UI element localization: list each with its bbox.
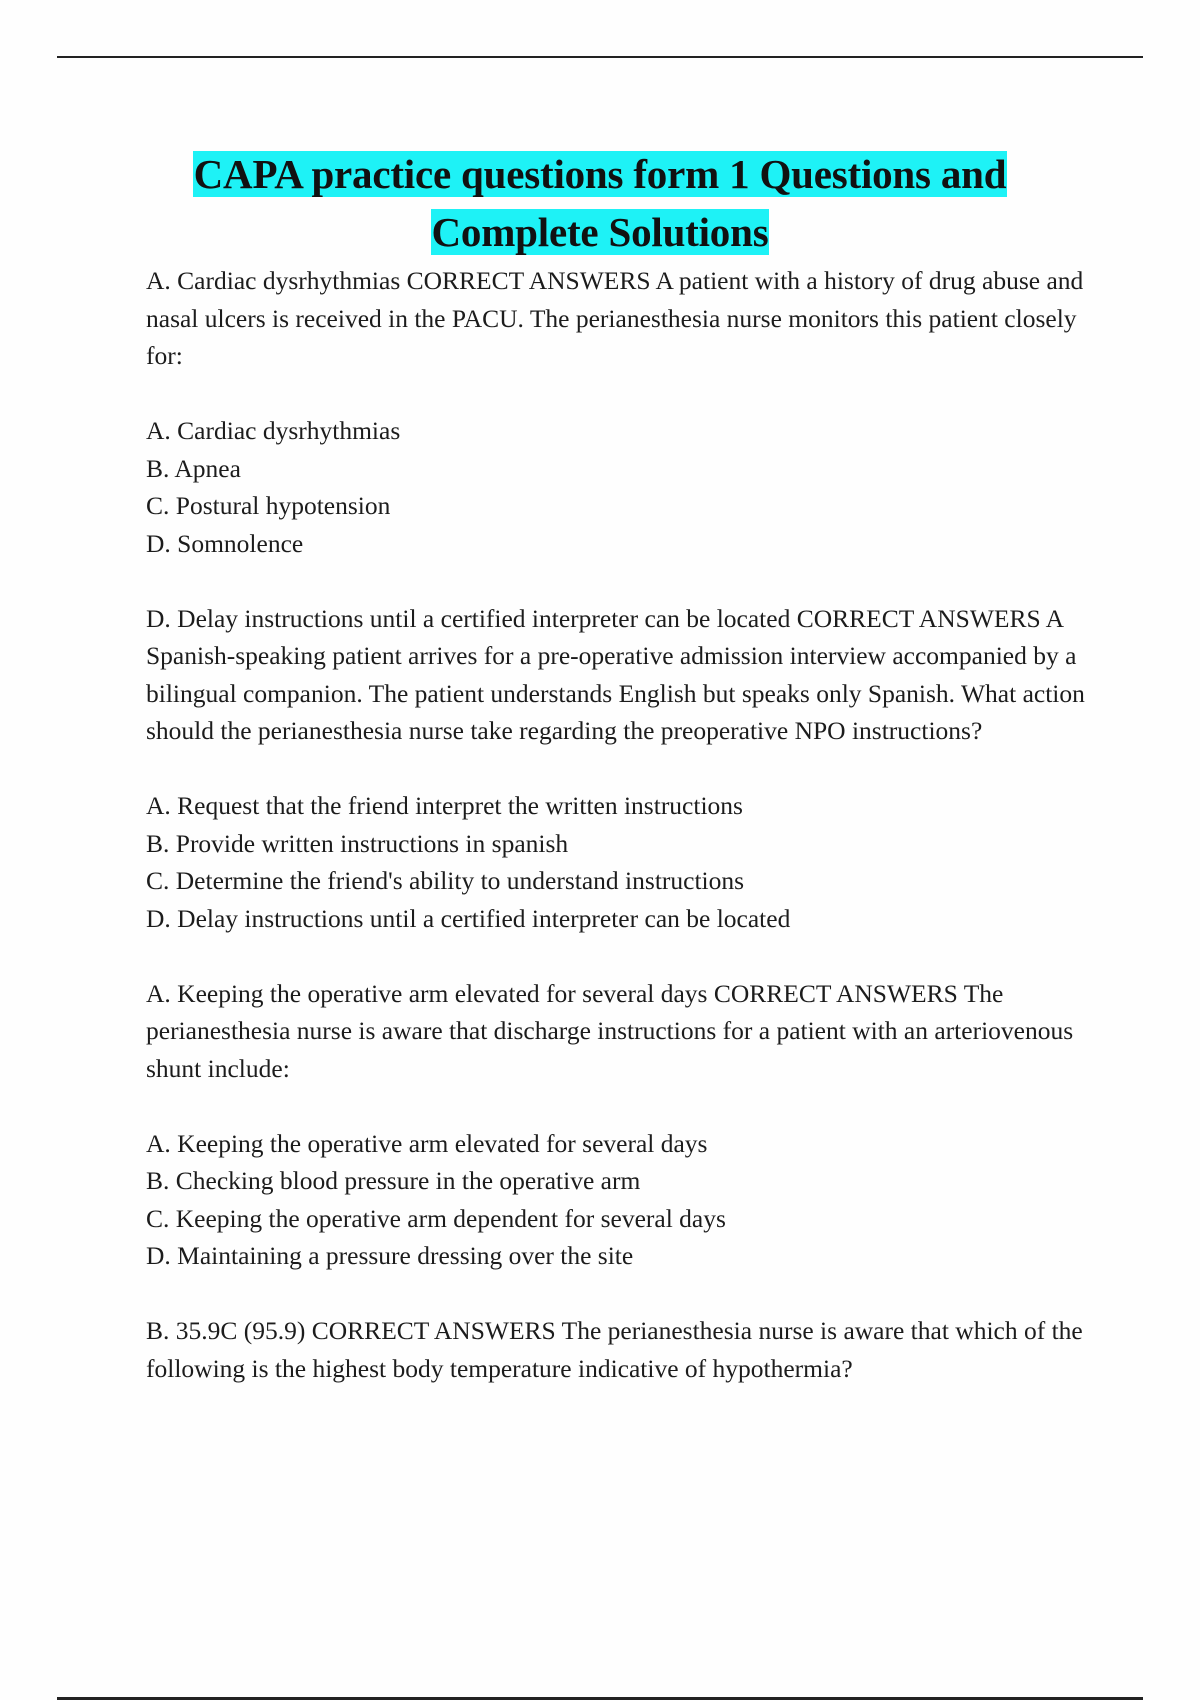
option-d: D. Maintaining a pressure dressing over the site — [146, 1241, 634, 1270]
title-line-2: Complete Solutions — [431, 209, 769, 255]
question-1 — [146, 262, 1096, 562]
option-b: B. Checking blood pressure in the operative arm — [146, 1166, 641, 1195]
option-d: D. Delay instructions until a certified interpreter can be located — [146, 903, 791, 933]
question-4 — [146, 1312, 1096, 1387]
title-line-1: CAPA practice questions form 1 Questions and — [193, 151, 1007, 197]
question-3 — [146, 975, 1096, 1275]
question-2 — [146, 600, 1096, 938]
option-c: C. Postural hypotension — [146, 491, 391, 520]
question-stem: D. Delay instructions until a certified interpreter can be located CORRECT ANSWERS A Spanish-speaking patient arrives for a pre-operative admission interview accompanied by a bilingual companion. The patient understands English but speaks only Spanish. What action should the perianesthesia nurse take regarding the preoperative NPO instructions? — [146, 603, 1085, 745]
option-b: B. Apnea — [146, 453, 241, 483]
header-rule — [57, 56, 1143, 58]
question-stem: A. Keeping the operative arm elevated for several days CORRECT ANSWERS The perianesthesia nurse is aware that discharge instructions for a patient with an arteriovenous shunt include: — [146, 978, 1074, 1083]
option-d: D. Somnolence — [146, 528, 304, 558]
option-c: C. Keeping the operative arm dependent for several days — [146, 1203, 726, 1233]
option-a: A. Keeping the operative arm elevated for several days — [146, 1128, 708, 1158]
answer-options — [146, 412, 1096, 562]
page-title — [0, 145, 1200, 261]
document-body — [146, 262, 1096, 1425]
question-stem: A. Cardiac dysrhythmias CORRECT ANSWERS A patient with a history of drug abuse and nasal ulcers is received in the PACU. The perianesthesia nurse monitors this patient closely for: — [146, 266, 1084, 370]
option-a: A. Cardiac dysrhythmias — [146, 416, 401, 445]
question-stem: B. 35.9C (95.9) CORRECT ANSWERS The perianesthesia nurse is aware that which of the following is the highest body temperature indicative of hypothermia? — [146, 1316, 1083, 1383]
option-b: B. Provide written instructions in spanish — [146, 828, 569, 858]
answer-options — [146, 787, 1096, 937]
option-a: A. Request that the friend interpret the written instructions — [146, 791, 743, 820]
answer-options — [146, 1125, 1096, 1275]
option-c: C. Determine the friend's ability to understand instructions — [146, 866, 745, 895]
